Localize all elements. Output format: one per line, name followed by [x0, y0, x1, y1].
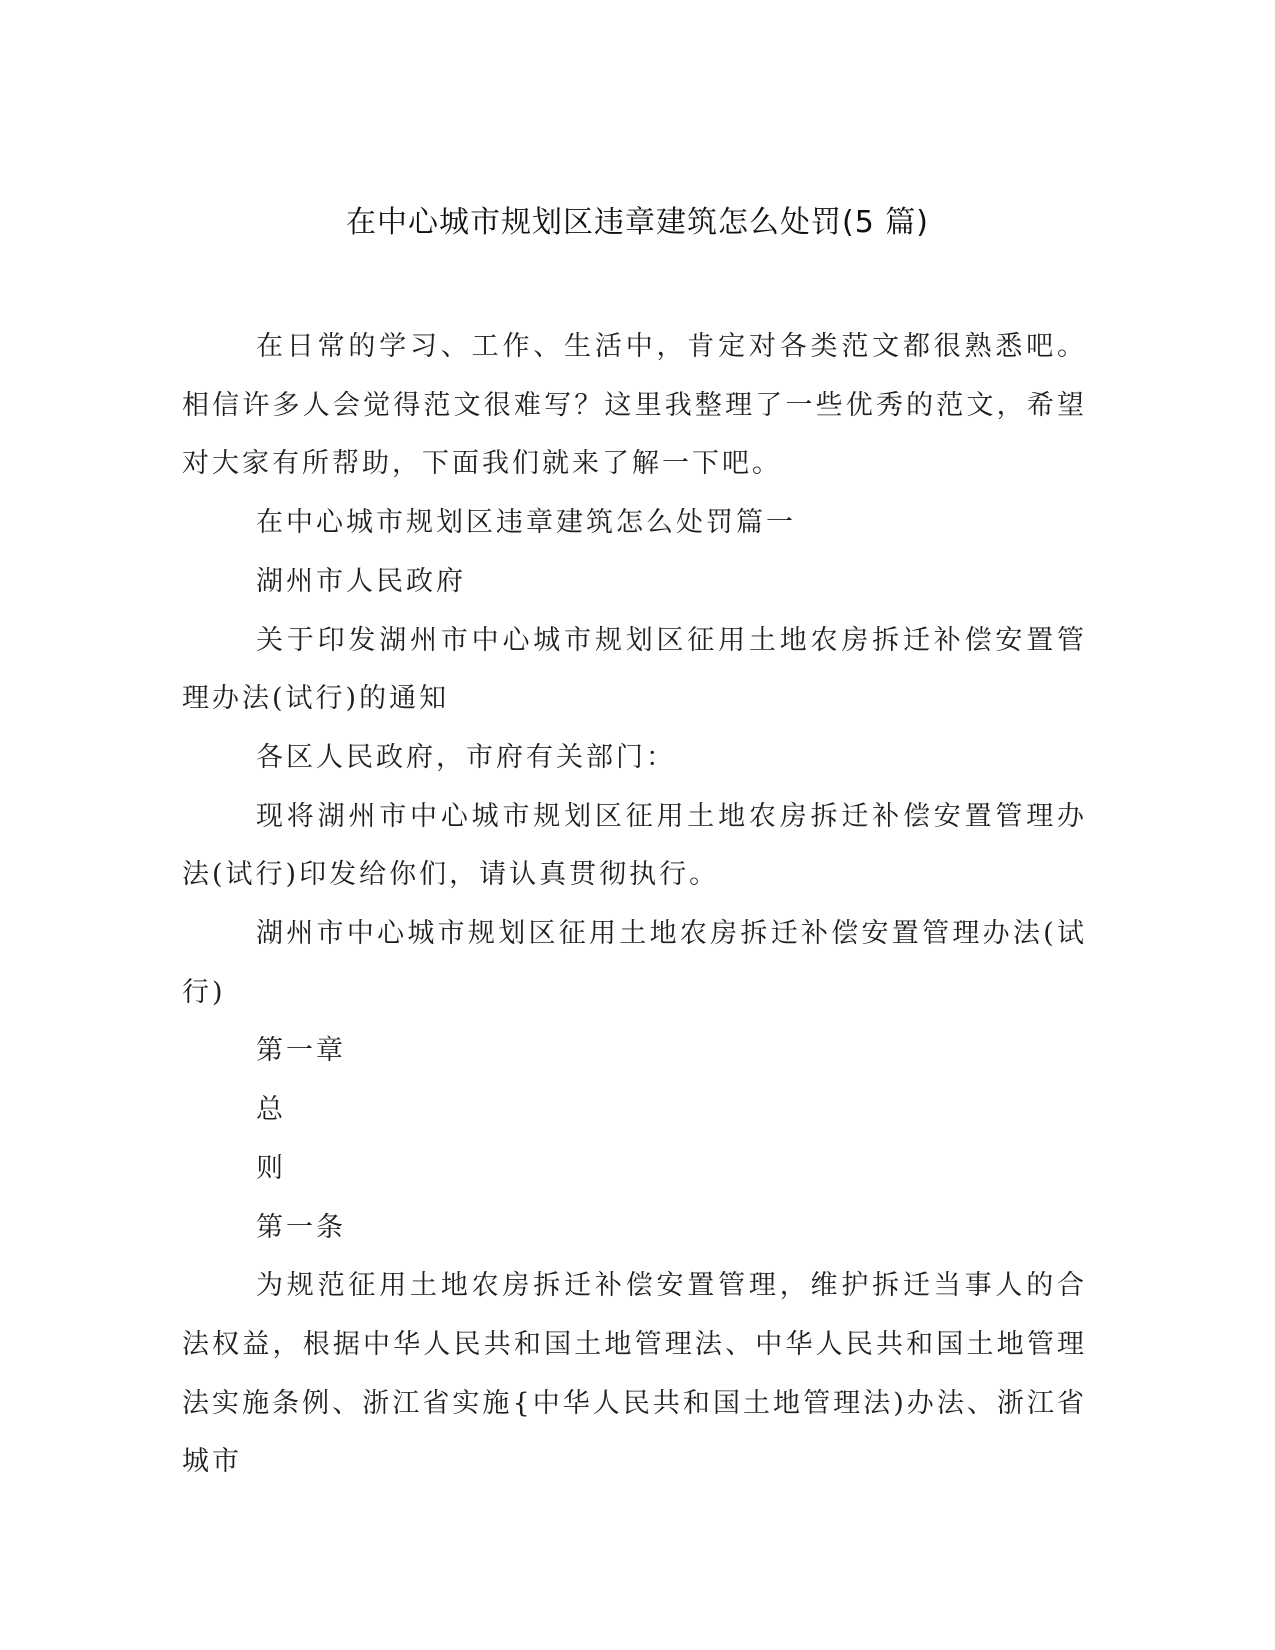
document-body: [182, 318, 1087, 1492]
notice-body: 现将湖州市中心城市规划区征用土地农房拆迁补偿安置管理办法(试行)印发给你们，请认真贯彻执行。: [182, 800, 1087, 891]
article-body: 为规范征用土地农房拆迁补偿安置管理，维护拆迁当事人的合法权益，根据中华人民共和国土地管理法、中华人民共和国土地管理法实施条例、浙江省实施{中华人民共和国土地管理法)办法、浙江省城市: [182, 1270, 1087, 1478]
document-title: 在中心城市规划区违章建筑怎么处罚(5 篇): [345, 205, 930, 240]
addressees: 各区人民政府，市府有关部门：: [256, 741, 676, 773]
chapter-title-part-1: 总: [256, 1094, 286, 1126]
article-heading: 第一条: [256, 1211, 346, 1243]
notice-title: 关于印发湖州市中心城市规划区征用土地农房拆迁补偿安置管理办法(试行)的通知: [182, 624, 1087, 715]
regulation-title: 湖州市中心城市规划区征用土地农房拆迁补偿安置管理办法(试行): [182, 918, 1087, 1008]
paragraph-intro: 在日常的学习、工作、生活中，肯定对各类范文都很熟悉吧。相信许多人会觉得范文很难写？这里我整理了一些优秀的范文，希望对大家有所帮助，下面我们就来了解一下吧。: [182, 331, 1087, 480]
chapter-heading: 第一章: [256, 1035, 346, 1067]
issuing-authority: 湖州市人民政府: [256, 565, 466, 597]
section-heading-part-one: 在中心城市规划区违章建筑怎么处罚篇一: [256, 507, 796, 539]
chapter-title-part-2: 则: [256, 1152, 286, 1184]
